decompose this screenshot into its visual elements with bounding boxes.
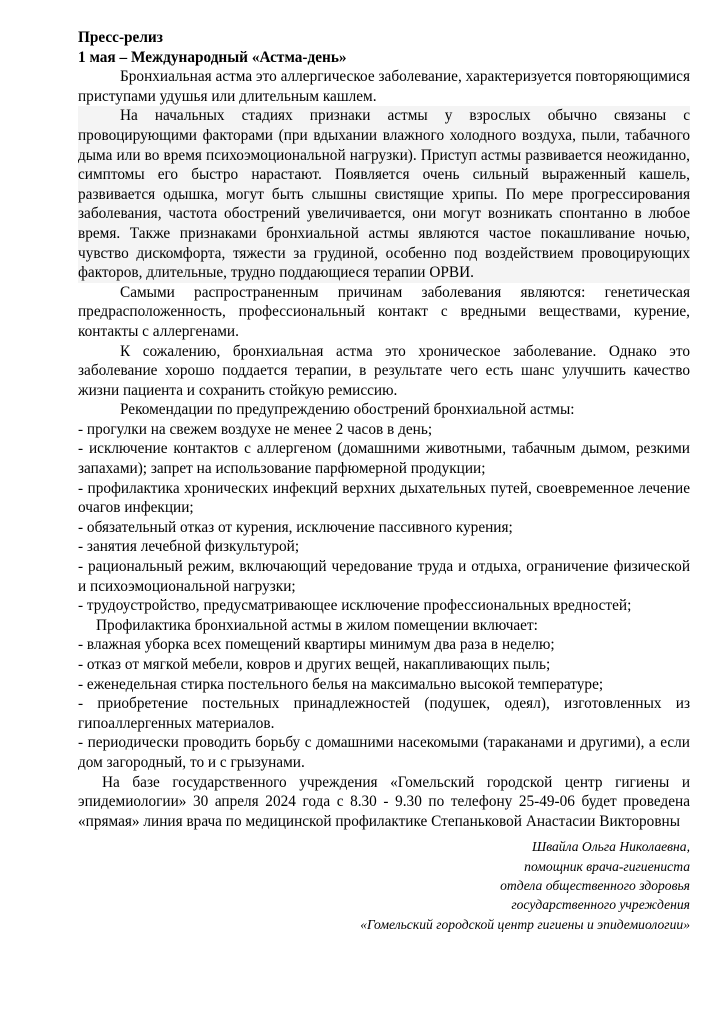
signature-department: отдела общественного здоровья <box>500 877 690 893</box>
list-item: - влажная уборка всех помещений квартиры минимум два раза в неделю; <box>78 636 555 654</box>
list-item: - рациональный режим, включающий чередование труда и отдыха, ограничение физической и психоэмоциональной нагрузки; <box>78 558 690 595</box>
list-item: - трудоустройство, предусматривающее исключение профессиональных вредностей; <box>78 597 632 615</box>
signature-position: помощник врача-гигиениста <box>524 858 690 874</box>
paragraph-chronic: К сожалению, бронхиальная астма это хроническое заболевание. Однако это заболевание хорошо поддается терапии, в результате чего есть шанс улучшить качество жизни пациента и сохранить стойкую ремиссию. <box>78 342 690 399</box>
paragraph-definition: Бронхиальная астма это аллергическое заболевание, характеризуется повторяющимися приступами удушья или длительным кашлем. <box>78 68 690 105</box>
home-prevention-heading: Профилактика бронхиальной астмы в жилом помещении включает: <box>96 616 538 634</box>
paragraph-causes: Самыми распространенным причинам заболевания являются: генетическая предрасположенность, профессиональный контакт с вредными веществами, курение, контакты с аллергенами. <box>78 283 690 340</box>
list-item: - профилактика хронических инфекций верхних дыхательных путей, своевременное лечение очагов инфекции; <box>78 479 690 517</box>
recommendations-heading: Рекомендации по предупреждению обострений бронхиальной астмы: <box>120 401 575 419</box>
signature-organization-name: «Гомельский городской центр гигиены и эпидемиологии» <box>360 916 690 932</box>
signature-block <box>78 837 690 933</box>
hotline-paragraph: На базе государственного учреждения «Гомельский городской центр гигиены и эпидемиологии» 30 апреля 2024 года с 8.30 - 9.30 по телефону 25-49-06 будет проведена «прямая» линия врача по медицинской профилактике Степаньковой Анастасии Викторовны <box>78 773 690 830</box>
list-item: - прогулки на свежем воздухе не менее 2 часов в день; <box>78 420 433 438</box>
list-item: - периодически проводить борьбу с домашними насекомыми (тараканами и другими), а если дом загородный, то и с грызунами. <box>78 734 690 771</box>
list-item: - еженедельная стирка постельного белья на максимально высокой температуре; <box>78 675 604 693</box>
list-item: - обязательный отказ от курения, исключение пассивного курения; <box>78 518 513 536</box>
signature-organization: государственного учреждения <box>511 897 690 913</box>
signature-name: Швайла Ольга Николаевна, <box>532 839 690 855</box>
list-item: - занятия лечебной физкультурой; <box>78 538 300 556</box>
list-item: - приобретение постельных принадлежностей (подушек, одеял), изготовленных из гипоаллергенных материалов. <box>78 695 690 732</box>
press-release-document <box>78 28 690 934</box>
paragraph-symptoms: На начальных стадиях признаки астмы у взрослых обычно связаны с провоцирующими факторами (при вдыхании влажного холодного воздуха, пыли, табачного дыма или во время психоэмоциональной нагрузки). Приступ астмы развивается неожиданно, симптомы его быстро нарастают. Появляется очень сильный выраженный кашель, развивается одышка, могут быть слышны свистящие хрипы. По мере прогрессирования заболевания, частота обострений увеличивается, они могут возникать спонтанно в любое время. Также признаками бронхиальной астмы являются частое покашливание ночью, чувство дискомфорта, тяжести за грудиной, особенно под воздействием провоцирующих факторов, длительные, трудно поддающиеся терапии ОРВИ. <box>78 107 690 282</box>
document-subtitle: 1 мая – Международный «Астма-день» <box>78 48 347 66</box>
list-item: - исключение контактов с аллергеном (домашними животными, табачным дымом, резкими запахами); запрет на использование парфюмерной продукции; <box>78 440 690 478</box>
list-item: - отказ от мягкой мебели, ковров и других вещей, накапливающих пыль; <box>78 656 551 673</box>
document-title: Пресс-релиз <box>78 29 163 46</box>
